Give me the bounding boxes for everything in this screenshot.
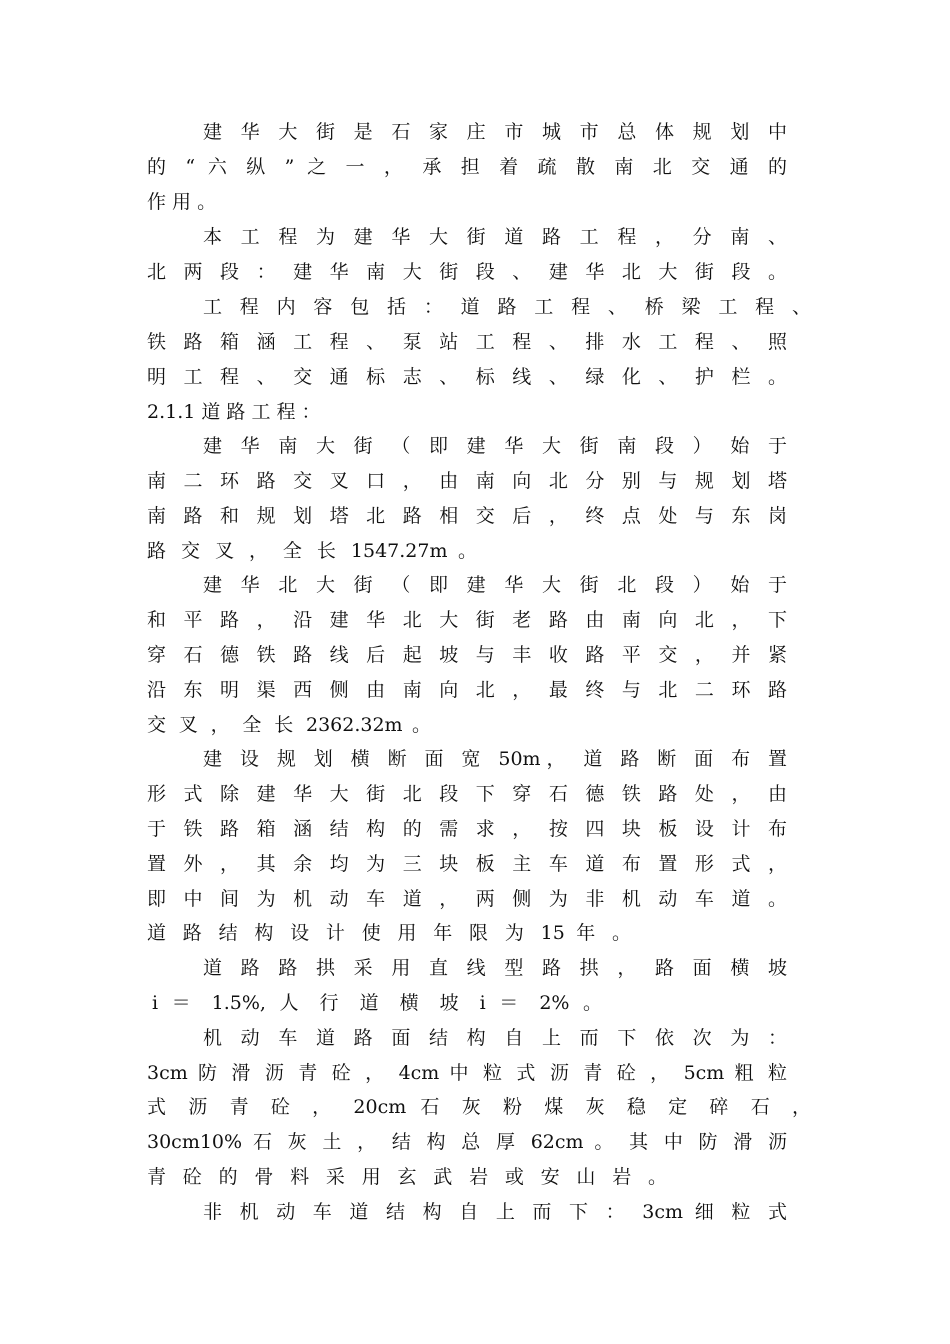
paragraph-line: 青 砼 的 骨 料 采 用 玄 武 岩 或 安 山 岩 。 xyxy=(147,1166,667,1188)
paragraph-line: 式 沥 青 砼 ， 20cm 石 灰 粉 煤 灰 稳 定 碎 石 ， xyxy=(147,1096,811,1118)
paragraph-line: 穿 石 德 铁 路 线 后 起 坡 与 丰 收 路 平 交 ， 并 紧 xyxy=(147,644,787,666)
paragraph-line: 建 华 南 大 街 （ 即 建 华 大 街 南 段 ） 始 于 xyxy=(203,435,787,457)
paragraph-line: i ＝ 1.5%, 人 行 道 横 坡 i ＝ 2% 。 xyxy=(152,992,602,1014)
paragraph-line: 南 路 和 规 划 塔 北 路 相 交 后 ， 终 点 处 与 东 岗 xyxy=(147,505,787,527)
paragraph-line: 建 华 大 街 是 石 家 庄 市 城 市 总 体 规 划 中 xyxy=(203,121,787,143)
paragraph-line: 本 工 程 为 建 华 大 街 道 路 工 程 ， 分 南 、 xyxy=(203,226,787,248)
paragraph-line: 置 外 ， 其 余 均 为 三 块 板 主 车 道 布 置 形 式 ， xyxy=(147,853,787,875)
paragraph-line: 形 式 除 建 华 大 街 北 段 下 穿 石 德 铁 路 处 ， 由 xyxy=(147,783,787,805)
paragraph-line: 建 华 北 大 街 （ 即 建 华 大 街 北 段 ） 始 于 xyxy=(203,574,787,596)
paragraph-line: 路 交 叉 ， 全 长 1547.27m 。 xyxy=(147,540,477,562)
section-heading: 2.1.1 道 路 工 程 ： xyxy=(147,401,321,423)
paragraph-line: 作 用 。 xyxy=(147,191,217,213)
paragraph-line: 30cm10% 石 灰 土 ， 结 构 总 厚 62cm 。 其 中 防 滑 沥 xyxy=(147,1131,787,1153)
paragraph-line: 道 路 结 构 设 计 使 用 年 限 为 15 年 。 xyxy=(147,922,631,944)
paragraph-line: 南 二 环 路 交 叉 口 ， 由 南 向 北 分 别 与 规 划 塔 xyxy=(147,470,787,492)
paragraph-line: 交 叉 ， 全 长 2362.32m 。 xyxy=(147,714,431,736)
paragraph-line: 明 工 程 、 交 通 标 志 、 标 线 、 绿 化 、 护 栏 。 xyxy=(147,366,787,388)
paragraph-line: 的 “ 六 纵 ” 之 一 ， 承 担 着 疏 散 南 北 交 通 的 xyxy=(147,156,787,178)
paragraph-line: 沿 东 明 渠 西 侧 由 南 向 北 ， 最 终 与 北 二 环 路 xyxy=(147,679,787,701)
paragraph-line: 建 设 规 划 横 断 面 宽 50m， 道 路 断 面 布 置 xyxy=(203,748,787,770)
paragraph-line: 铁 路 箱 涵 工 程 、 泵 站 工 程 、 排 水 工 程 、 照 xyxy=(147,331,787,353)
paragraph-line: 北 两 段 ： 建 华 南 大 街 段 、 建 华 北 大 街 段 。 xyxy=(147,261,787,283)
paragraph-line: 非 机 动 车 道 结 构 自 上 而 下 ： 3cm 细 粒 式 xyxy=(203,1201,787,1223)
paragraph-line: 工 程 内 容 包 括 ： 道 路 工 程 、 桥 梁 工 程 、 xyxy=(203,296,811,318)
paragraph-line: 于 铁 路 箱 涵 结 构 的 需 求 ， 按 四 块 板 设 计 布 xyxy=(147,818,787,840)
paragraph-line: 机 动 车 道 路 面 结 构 自 上 而 下 依 次 为 ： xyxy=(203,1027,787,1049)
paragraph-line: 即 中 间 为 机 动 车 道 ， 两 侧 为 非 机 动 车 道 。 xyxy=(147,888,787,910)
paragraph-line: 和 平 路 ， 沿 建 华 北 大 街 老 路 由 南 向 北 ， 下 xyxy=(147,609,787,631)
paragraph-line: 3cm 防 滑 沥 青 砼 ， 4cm 中 粒 式 沥 青 砼 ， 5cm 粗 粒 xyxy=(147,1062,787,1084)
paragraph-line: 道 路 路 拱 采 用 直 线 型 路 拱 ， 路 面 横 坡 xyxy=(203,957,787,979)
